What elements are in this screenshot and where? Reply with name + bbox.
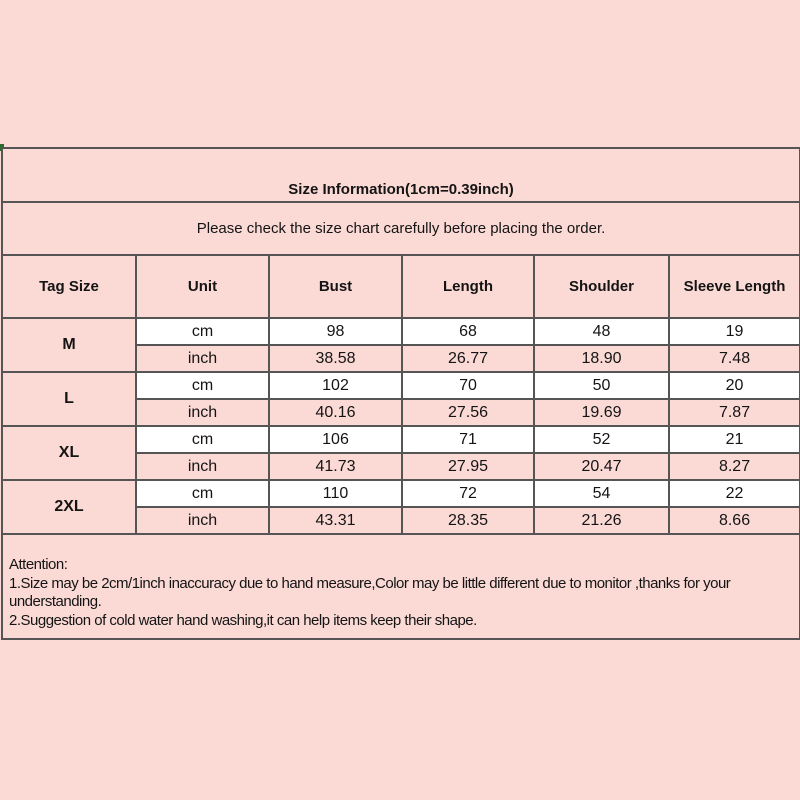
sleeve-value: 22 xyxy=(669,480,800,507)
tag-size-2xl: 2XL xyxy=(2,480,136,534)
table-header-row xyxy=(2,255,800,318)
sleeve-value: 19 xyxy=(669,318,800,345)
length-value: 26.77 xyxy=(402,345,534,372)
unit-cell: inch xyxy=(136,399,269,426)
tag-size-m: M xyxy=(2,318,136,372)
bust-value: 110 xyxy=(269,480,402,507)
shoulder-value: 21.26 xyxy=(534,507,669,534)
unit-cell: cm xyxy=(136,372,269,399)
unit-cell: inch xyxy=(136,507,269,534)
sleeve-value: 7.87 xyxy=(669,399,800,426)
attention-row xyxy=(2,534,800,639)
bust-value: 38.58 xyxy=(269,345,402,372)
col-header-tag-size: Tag Size xyxy=(2,255,136,318)
attention-note-2: 2.Suggestion of cold water hand washing,it can help items keep their shape. xyxy=(9,611,477,629)
table-title: Size Information(1cm=0.39inch) xyxy=(2,148,800,202)
bust-value: 43.31 xyxy=(269,507,402,534)
table-title-row xyxy=(2,148,800,202)
table-row-m-cm xyxy=(2,318,800,345)
col-header-length: Length xyxy=(402,255,534,318)
sleeve-value: 20 xyxy=(669,372,800,399)
sleeve-value: 8.66 xyxy=(669,507,800,534)
col-header-unit: Unit xyxy=(136,255,269,318)
length-value: 68 xyxy=(402,318,534,345)
col-header-shoulder: Shoulder xyxy=(534,255,669,318)
attention-heading: Attention: xyxy=(9,556,68,573)
shoulder-value: 20.47 xyxy=(534,453,669,480)
tag-size-l: L xyxy=(2,372,136,426)
bust-value: 41.73 xyxy=(269,453,402,480)
shoulder-value: 50 xyxy=(534,372,669,399)
bust-value: 40.16 xyxy=(269,399,402,426)
bust-value: 102 xyxy=(269,372,402,399)
unit-cell: inch xyxy=(136,345,269,372)
sleeve-value: 8.27 xyxy=(669,453,800,480)
sleeve-value: 21 xyxy=(669,426,800,453)
table-row-xl-cm xyxy=(2,426,800,453)
col-header-bust: Bust xyxy=(269,255,402,318)
tag-size-xl: XL xyxy=(2,426,136,480)
length-value: 71 xyxy=(402,426,534,453)
length-value: 27.95 xyxy=(402,453,534,480)
unit-cell: inch xyxy=(136,453,269,480)
size-chart-table xyxy=(1,147,800,640)
shoulder-value: 18.90 xyxy=(534,345,669,372)
bust-value: 106 xyxy=(269,426,402,453)
table-subtitle-row xyxy=(2,202,800,255)
length-value: 28.35 xyxy=(402,507,534,534)
unit-cell: cm xyxy=(136,426,269,453)
col-header-sleeve-length: Sleeve Length xyxy=(669,255,800,318)
shoulder-value: 52 xyxy=(534,426,669,453)
unit-cell: cm xyxy=(136,318,269,345)
attention-cell xyxy=(2,534,800,639)
unit-cell: cm xyxy=(136,480,269,507)
bust-value: 98 xyxy=(269,318,402,345)
shoulder-value: 19.69 xyxy=(534,399,669,426)
attention-note-1: 1.Size may be 2cm/1inch inaccuracy due to hand measure,Color may be little different due to monitor ,thanks for your understanding. xyxy=(9,574,731,610)
shoulder-value: 54 xyxy=(534,480,669,507)
table-row-l-cm xyxy=(2,372,800,399)
table-subtitle: Please check the size chart carefully before placing the order. xyxy=(2,202,800,255)
sleeve-value: 7.48 xyxy=(669,345,800,372)
length-value: 70 xyxy=(402,372,534,399)
table-row-2xl-cm xyxy=(2,480,800,507)
length-value: 72 xyxy=(402,480,534,507)
shoulder-value: 48 xyxy=(534,318,669,345)
length-value: 27.56 xyxy=(402,399,534,426)
